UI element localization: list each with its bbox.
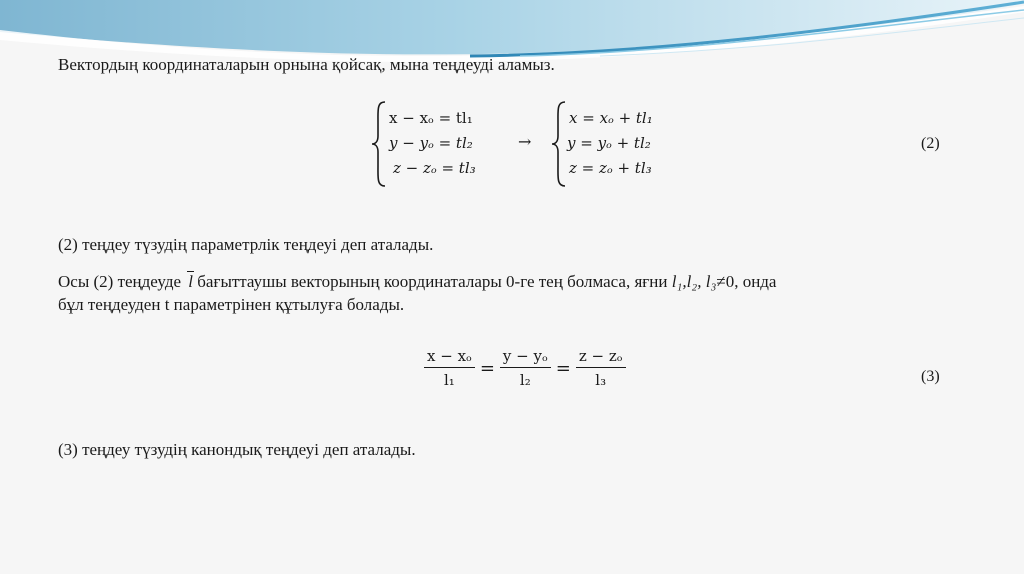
fraction-1-denominator: l₁	[444, 371, 455, 389]
canonical-equation	[424, 347, 626, 389]
equation-number-2: (2)	[921, 135, 940, 152]
fraction-1	[424, 347, 475, 389]
canonical-text: (3) теңдеу түзудің канондық теңдеуі деп аталады.	[58, 440, 416, 459]
right-eq-2: y = yₒ + tl₂	[567, 134, 651, 152]
p2-part-d: ≠0, онда	[716, 272, 777, 291]
fraction-3	[576, 347, 626, 389]
equals-sign-1: =	[479, 357, 495, 379]
left-eq-3: z − zₒ = tl₃	[393, 159, 476, 177]
intro-text: Вектордың координаталарын орнына қойсақ, мына теңдеуді аламыз.	[58, 55, 555, 74]
p2-part-c: l₁,l₂, l₃	[671, 272, 717, 291]
fraction-2-denominator: l₂	[519, 371, 531, 389]
left-eq-1: x − xₒ = tl₁	[389, 109, 473, 127]
implies-arrow: →	[518, 132, 532, 151]
l-vector-symbol: l	[185, 271, 193, 293]
fraction-2-numerator: y − yₒ	[500, 347, 551, 368]
equals-sign-2: =	[555, 357, 571, 379]
p2-part-a: Осы (2) теңдеуде	[58, 272, 186, 291]
paragraph-line-1	[58, 271, 776, 293]
equation-number-3: (3)	[921, 368, 940, 385]
left-brace	[370, 100, 388, 188]
fraction-3-denominator: l₃	[595, 371, 607, 389]
p2-part-b: бағыттаушы векторының координаталары 0-ге тең болмаса, яғни	[193, 272, 672, 291]
right-eq-3: z = zₒ + tl₃	[569, 159, 652, 177]
parametric-text: (2) теңдеу түзудің параметрлік теңдеуі деп аталады.	[58, 235, 434, 254]
left-eq-2: y − yₒ = tl₂	[389, 134, 473, 152]
fraction-3-numerator: z − zₒ	[576, 347, 626, 368]
paragraph-line-2: бұл теңдеуден t параметрінен құтылуға болады.	[58, 295, 405, 314]
right-eq-1: x = xₒ + tl₁	[569, 109, 653, 127]
right-brace	[550, 100, 568, 188]
fraction-1-numerator: x − xₒ	[424, 347, 475, 368]
fraction-2	[500, 347, 551, 389]
